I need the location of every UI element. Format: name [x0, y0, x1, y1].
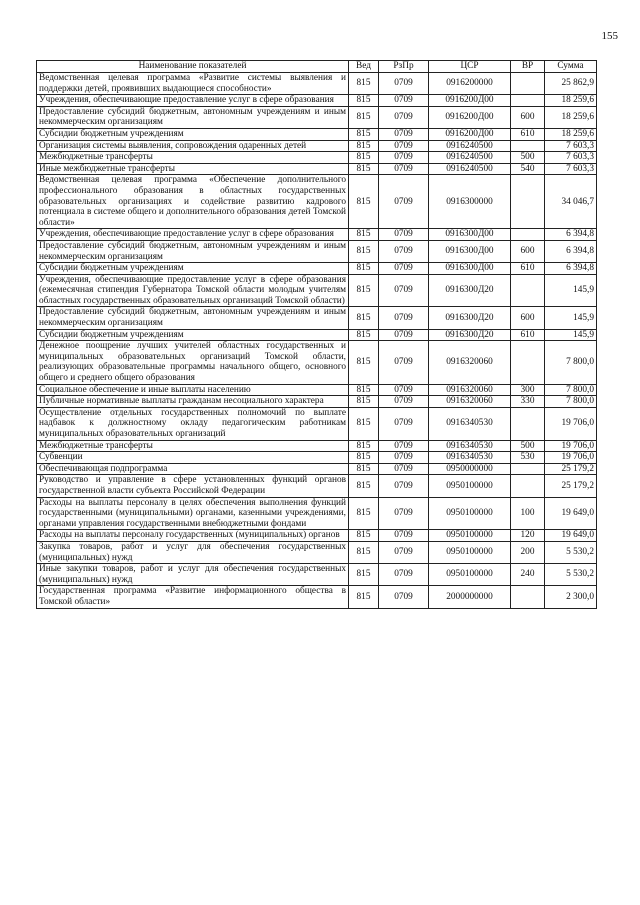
- row-sum-cell: 7 800,0: [545, 384, 597, 396]
- row-rzpr-cell: 0709: [379, 106, 429, 128]
- row-csr-cell: 0916200Д00: [429, 128, 511, 140]
- row-rzpr-cell: 0709: [379, 263, 429, 275]
- table-row: [37, 175, 597, 229]
- row-name-cell: Организация системы выявления, сопровождения одаренных детей: [37, 140, 349, 152]
- row-sum-cell: 19 706,0: [545, 452, 597, 464]
- row-rzpr-cell: 0709: [379, 530, 429, 542]
- row-ved-cell: 815: [349, 263, 379, 275]
- row-csr-cell: 0916240500: [429, 163, 511, 175]
- table-row: [37, 475, 597, 497]
- row-vr-cell: [511, 175, 545, 229]
- row-rzpr-cell: 0709: [379, 152, 429, 164]
- row-ved-cell: 815: [349, 175, 379, 229]
- row-ved-cell: 815: [349, 384, 379, 396]
- table-row: [37, 384, 597, 396]
- row-name-cell: Расходы на выплаты персоналу государственных (муниципальных) органов: [37, 530, 349, 542]
- row-name-cell: Предоставление субсидий бюджетным, автономным учреждениям и иным некоммерческим организациям: [37, 106, 349, 128]
- row-vr-cell: [511, 341, 545, 384]
- row-vr-cell: 240: [511, 564, 545, 586]
- row-vr-cell: 200: [511, 541, 545, 563]
- row-name-cell: Субсидии бюджетным учреждениям: [37, 128, 349, 140]
- row-rzpr-cell: 0709: [379, 586, 429, 608]
- row-name-cell: Денежное поощрение лучших учителей областных государственных и муниципальных образовательных организаций Томской области, реализующих образовательные программы начального общего, основного общего и среднего общего образования: [37, 341, 349, 384]
- row-ved-cell: 815: [349, 274, 379, 307]
- row-name-cell: Руководство и управление в сфере установленных функций органов государственной власти субъекта Российской Федерации: [37, 475, 349, 497]
- row-rzpr-cell: 0709: [379, 407, 429, 440]
- budget-table: [36, 60, 597, 609]
- row-csr-cell: 0916300Д00: [429, 263, 511, 275]
- row-ved-cell: 815: [349, 152, 379, 164]
- row-vr-cell: [511, 407, 545, 440]
- row-ved-cell: 815: [349, 229, 379, 241]
- table-row: [37, 564, 597, 586]
- row-ved-cell: 815: [349, 541, 379, 563]
- table-row: [37, 73, 597, 95]
- row-sum-cell: 19 649,0: [545, 497, 597, 530]
- row-name-cell: Публичные нормативные выплаты гражданам несоциального характера: [37, 396, 349, 408]
- row-rzpr-cell: 0709: [379, 240, 429, 262]
- row-csr-cell: 0916300Д20: [429, 307, 511, 329]
- row-ved-cell: 815: [349, 440, 379, 452]
- row-rzpr-cell: 0709: [379, 307, 429, 329]
- row-ved-cell: 815: [349, 396, 379, 408]
- table-row: [37, 329, 597, 341]
- row-sum-cell: 18 259,6: [545, 128, 597, 140]
- table-header-row: [37, 61, 597, 73]
- row-vr-cell: [511, 229, 545, 241]
- header-vr: ВР: [511, 61, 545, 73]
- row-ved-cell: 815: [349, 140, 379, 152]
- row-sum-cell: 19 649,0: [545, 530, 597, 542]
- row-sum-cell: 25 179,2: [545, 463, 597, 475]
- row-vr-cell: [511, 475, 545, 497]
- row-sum-cell: 7 800,0: [545, 341, 597, 384]
- row-rzpr-cell: 0709: [379, 73, 429, 95]
- row-ved-cell: 815: [349, 530, 379, 542]
- row-vr-cell: 600: [511, 106, 545, 128]
- row-name-cell: Субсидии бюджетным учреждениям: [37, 329, 349, 341]
- row-csr-cell: 0916300Д20: [429, 274, 511, 307]
- row-rzpr-cell: 0709: [379, 463, 429, 475]
- row-vr-cell: 300: [511, 384, 545, 396]
- row-csr-cell: 0916340530: [429, 452, 511, 464]
- row-ved-cell: 815: [349, 475, 379, 497]
- row-sum-cell: 25 862,9: [545, 73, 597, 95]
- row-vr-cell: 610: [511, 128, 545, 140]
- row-csr-cell: 0916200Д00: [429, 106, 511, 128]
- table-row: [37, 140, 597, 152]
- row-rzpr-cell: 0709: [379, 95, 429, 107]
- row-csr-cell: 0916300Д20: [429, 329, 511, 341]
- header-sum: Сумма: [545, 61, 597, 73]
- row-vr-cell: [511, 73, 545, 95]
- row-csr-cell: 0950100000: [429, 475, 511, 497]
- row-rzpr-cell: 0709: [379, 452, 429, 464]
- header-rzpr: РзПр: [379, 61, 429, 73]
- row-rzpr-cell: 0709: [379, 440, 429, 452]
- row-name-cell: Межбюджетные трансферты: [37, 440, 349, 452]
- row-vr-cell: 500: [511, 440, 545, 452]
- row-rzpr-cell: 0709: [379, 541, 429, 563]
- row-name-cell: Учреждения, обеспечивающие предоставление услуг в сфере образования (ежемесячная стипендия Губернатора Томской области молодым учителям областных государственных образовательных организаций Томской области): [37, 274, 349, 307]
- row-rzpr-cell: 0709: [379, 128, 429, 140]
- table-row: [37, 497, 597, 530]
- row-name-cell: Субвенции: [37, 452, 349, 464]
- table-row: [37, 229, 597, 241]
- row-csr-cell: 0916200Д00: [429, 95, 511, 107]
- row-csr-cell: 0950100000: [429, 564, 511, 586]
- table-row: [37, 452, 597, 464]
- row-vr-cell: [511, 140, 545, 152]
- row-sum-cell: 7 603,3: [545, 152, 597, 164]
- row-name-cell: Учреждения, обеспечивающие предоставление услуг в сфере образования: [37, 229, 349, 241]
- table-row: [37, 152, 597, 164]
- row-csr-cell: 0950100000: [429, 530, 511, 542]
- row-csr-cell: 0916300Д00: [429, 240, 511, 262]
- row-rzpr-cell: 0709: [379, 229, 429, 241]
- row-name-cell: Обеспечивающая подпрограмма: [37, 463, 349, 475]
- row-sum-cell: 6 394,8: [545, 229, 597, 241]
- row-name-cell: Государственная программа «Развитие информационного общества в Томской области»: [37, 586, 349, 608]
- row-ved-cell: 815: [349, 452, 379, 464]
- row-csr-cell: 0916300Д00: [429, 229, 511, 241]
- table-row: [37, 163, 597, 175]
- row-vr-cell: 100: [511, 497, 545, 530]
- table-row: [37, 396, 597, 408]
- header-csr: ЦСР: [429, 61, 511, 73]
- table-row: [37, 541, 597, 563]
- row-vr-cell: 610: [511, 263, 545, 275]
- row-sum-cell: 145,9: [545, 329, 597, 341]
- row-vr-cell: [511, 586, 545, 608]
- row-sum-cell: 145,9: [545, 307, 597, 329]
- row-csr-cell: 0916320060: [429, 341, 511, 384]
- row-rzpr-cell: 0709: [379, 140, 429, 152]
- row-csr-cell: 0916240500: [429, 140, 511, 152]
- row-vr-cell: 500: [511, 152, 545, 164]
- row-rzpr-cell: 0709: [379, 175, 429, 229]
- row-sum-cell: 25 179,2: [545, 475, 597, 497]
- row-vr-cell: 610: [511, 329, 545, 341]
- row-csr-cell: 0950100000: [429, 541, 511, 563]
- table-row: [37, 263, 597, 275]
- row-sum-cell: 7 800,0: [545, 396, 597, 408]
- row-csr-cell: 0916300000: [429, 175, 511, 229]
- row-csr-cell: 0916320060: [429, 384, 511, 396]
- row-vr-cell: 600: [511, 240, 545, 262]
- row-ved-cell: 815: [349, 463, 379, 475]
- row-sum-cell: 19 706,0: [545, 407, 597, 440]
- row-sum-cell: 6 394,8: [545, 240, 597, 262]
- row-vr-cell: 530: [511, 452, 545, 464]
- row-sum-cell: 145,9: [545, 274, 597, 307]
- row-name-cell: Социальное обеспечение и иные выплаты населению: [37, 384, 349, 396]
- table-row: [37, 440, 597, 452]
- row-vr-cell: [511, 463, 545, 475]
- table-row: [37, 586, 597, 608]
- row-ved-cell: 815: [349, 73, 379, 95]
- row-ved-cell: 815: [349, 95, 379, 107]
- table-row: [37, 407, 597, 440]
- row-vr-cell: 120: [511, 530, 545, 542]
- row-ved-cell: 815: [349, 407, 379, 440]
- table-row: [37, 530, 597, 542]
- row-rzpr-cell: 0709: [379, 564, 429, 586]
- header-ved: Вед: [349, 61, 379, 73]
- row-ved-cell: 815: [349, 128, 379, 140]
- row-rzpr-cell: 0709: [379, 384, 429, 396]
- row-sum-cell: 19 706,0: [545, 440, 597, 452]
- row-csr-cell: 0916200000: [429, 73, 511, 95]
- row-rzpr-cell: 0709: [379, 396, 429, 408]
- row-rzpr-cell: 0709: [379, 341, 429, 384]
- row-name-cell: Ведомственная целевая программа «Обеспечение дополнительного профессионального образования в областных государственных образовательных организациях и содействие развитию кадрового потенциала в системе общего и дополнительного образования детей Томской области»: [37, 175, 349, 229]
- row-name-cell: Ведомственная целевая программа «Развитие системы выявления и поддержки детей, проявивших выдающиеся способности»: [37, 73, 349, 95]
- row-vr-cell: [511, 95, 545, 107]
- row-name-cell: Предоставление субсидий бюджетным, автономным учреждениям и иным некоммерческим организациям: [37, 240, 349, 262]
- row-ved-cell: 815: [349, 307, 379, 329]
- table-row: [37, 341, 597, 384]
- table-row: [37, 307, 597, 329]
- row-name-cell: Субсидии бюджетным учреждениям: [37, 263, 349, 275]
- row-sum-cell: 7 603,3: [545, 163, 597, 175]
- table-row: [37, 128, 597, 140]
- row-name-cell: Учреждения, обеспечивающие предоставление услуг в сфере образования: [37, 95, 349, 107]
- row-csr-cell: 0950100000: [429, 497, 511, 530]
- row-sum-cell: 5 530,2: [545, 541, 597, 563]
- row-csr-cell: 0916340530: [429, 440, 511, 452]
- row-csr-cell: 0916340530: [429, 407, 511, 440]
- row-name-cell: Иные закупки товаров, работ и услуг для обеспечения государственных (муниципальных) нужд: [37, 564, 349, 586]
- page-number: 155: [601, 30, 618, 42]
- row-sum-cell: 34 046,7: [545, 175, 597, 229]
- row-ved-cell: 815: [349, 163, 379, 175]
- row-vr-cell: 600: [511, 307, 545, 329]
- row-rzpr-cell: 0709: [379, 497, 429, 530]
- row-ved-cell: 815: [349, 341, 379, 384]
- table-row: [37, 274, 597, 307]
- table-row: [37, 240, 597, 262]
- row-csr-cell: 2000000000: [429, 586, 511, 608]
- row-ved-cell: 815: [349, 106, 379, 128]
- row-rzpr-cell: 0709: [379, 475, 429, 497]
- row-sum-cell: 18 259,6: [545, 95, 597, 107]
- row-rzpr-cell: 0709: [379, 163, 429, 175]
- table-row: [37, 463, 597, 475]
- row-csr-cell: 0916320060: [429, 396, 511, 408]
- row-ved-cell: 815: [349, 586, 379, 608]
- row-vr-cell: [511, 274, 545, 307]
- row-vr-cell: 540: [511, 163, 545, 175]
- row-name-cell: Иные межбюджетные трансферты: [37, 163, 349, 175]
- row-sum-cell: 7 603,3: [545, 140, 597, 152]
- row-ved-cell: 815: [349, 240, 379, 262]
- table-row: [37, 95, 597, 107]
- row-name-cell: Закупка товаров, работ и услуг для обеспечения государственных (муниципальных) нужд: [37, 541, 349, 563]
- row-sum-cell: 5 530,2: [545, 564, 597, 586]
- row-name-cell: Осуществление отдельных государственных полномочий по выплате надбавок к должностному окладу педагогическим работникам муниципальных образовательных организаций: [37, 407, 349, 440]
- row-vr-cell: 330: [511, 396, 545, 408]
- header-name: Наименование показателей: [37, 61, 349, 73]
- row-sum-cell: 18 259,6: [545, 106, 597, 128]
- row-name-cell: Расходы на выплаты персоналу в целях обеспечения выполнения функций государственными (муниципальными) органами, казенными учреждениями, органами управления государственными внебюджетными фондами: [37, 497, 349, 530]
- table-row: [37, 106, 597, 128]
- row-sum-cell: 2 300,0: [545, 586, 597, 608]
- row-csr-cell: 0950000000: [429, 463, 511, 475]
- row-ved-cell: 815: [349, 564, 379, 586]
- row-rzpr-cell: 0709: [379, 274, 429, 307]
- row-name-cell: Предоставление субсидий бюджетным, автономным учреждениям и иным некоммерческим организациям: [37, 307, 349, 329]
- row-ved-cell: 815: [349, 329, 379, 341]
- row-csr-cell: 0916240500: [429, 152, 511, 164]
- row-ved-cell: 815: [349, 497, 379, 530]
- row-name-cell: Межбюджетные трансферты: [37, 152, 349, 164]
- row-sum-cell: 6 394,8: [545, 263, 597, 275]
- row-rzpr-cell: 0709: [379, 329, 429, 341]
